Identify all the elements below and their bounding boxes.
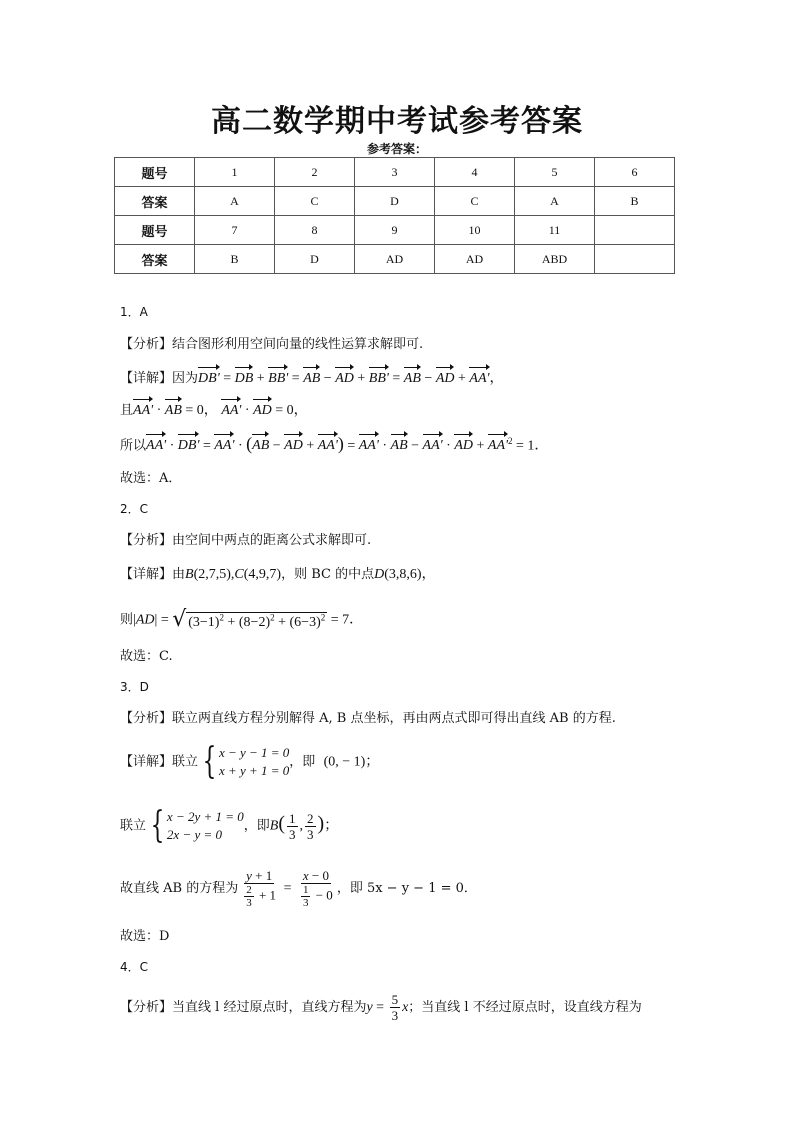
q1-detail-line1: 【详解】因为DB' = DB + BB' = AB − AD + BB' = AB − AD + AA'， bbox=[120, 366, 504, 388]
table-cell: 4 bbox=[435, 158, 515, 187]
answer-table bbox=[114, 157, 675, 274]
q3-analysis bbox=[120, 710, 616, 728]
table-cell: 8 bbox=[275, 216, 355, 245]
table-row bbox=[115, 187, 675, 216]
table-cell: D bbox=[275, 245, 355, 274]
analysis-text-1: 当直线 l 经过原点时，直线方程为 bbox=[172, 1000, 367, 1015]
q1-conclusion: 故选：A． bbox=[120, 471, 182, 486]
q2-detail-line1: 【详解】由B(2,7,5),C(4,9,7)，则 BC 的中点D(3,8,6)， bbox=[120, 567, 436, 582]
detail-tag: 【详解】 bbox=[120, 567, 173, 582]
and-text: 且 bbox=[120, 403, 134, 418]
answers-subtitle: 参考答案： bbox=[366, 142, 427, 156]
q2-number: 2．C bbox=[120, 502, 149, 516]
table-cell: B bbox=[595, 187, 675, 216]
table-cell: 3 bbox=[355, 158, 435, 187]
analysis-tag: 【分析】 bbox=[120, 1000, 173, 1015]
table-cell: 1 bbox=[195, 158, 275, 187]
table-cell: 9 bbox=[355, 216, 435, 245]
q1-detail-line3: 所以AA' · DB' = AA' · (AB − AD + AA') = AA' · AB − AA' · AD + $AA'^2 = 1$． bbox=[120, 433, 549, 454]
table-cell: C bbox=[275, 187, 355, 216]
table-row bbox=[115, 158, 675, 187]
table-cell: A bbox=[515, 187, 595, 216]
table-cell: AD bbox=[355, 245, 435, 274]
row-label-number: 题号 bbox=[115, 158, 195, 187]
q1-detail-line2: 且AA' · AB = 0， AA' · AD = 0， bbox=[120, 398, 308, 420]
table-cell: 2 bbox=[275, 158, 355, 187]
table-cell: 10 bbox=[435, 216, 515, 245]
point-a: (0, − 1)； bbox=[323, 754, 380, 770]
row-label-answer: 答案 bbox=[115, 187, 195, 216]
midpoint-text: ，则 BC 的中点 bbox=[281, 567, 375, 582]
line-text: 故直线 AB 的方程为 bbox=[120, 881, 239, 896]
page-title: 高二数学期中考试参考答案 bbox=[211, 104, 583, 139]
q3-detail-line1: 【详解】联立 { x − y − 1 = 0 x + y + 1 = 0 ，即 (0, − 1)； bbox=[120, 741, 380, 782]
table-cell bbox=[595, 245, 675, 274]
analysis-tag: 【分析】 bbox=[120, 533, 173, 548]
given-text: 由 bbox=[172, 567, 186, 582]
table-cell: 5 bbox=[515, 158, 595, 187]
analysis-text: 联立两直线方程分别解得 A, B 点坐标，再由两点式即可得出直线 AB 的方程. bbox=[172, 711, 616, 726]
row-label-number: 题号 bbox=[115, 216, 195, 245]
table-cell: 6 bbox=[595, 158, 675, 187]
table-row bbox=[115, 216, 675, 245]
analysis-text: 结合图形利用空间向量的线性运算求解即可. bbox=[172, 337, 424, 352]
table-cell: B bbox=[195, 245, 275, 274]
table-cell: A bbox=[195, 187, 275, 216]
row-label-answer: 答案 bbox=[115, 245, 195, 274]
q3-detail-line2: 联立 { x − 2y + 1 = 0 2x − y = 0 ，即B( $\frac{1}{3}$ , $\frac{2}{3}$ )； bbox=[120, 805, 339, 846]
q2-analysis bbox=[120, 532, 371, 550]
table-cell bbox=[595, 216, 675, 245]
because-text: 因为 bbox=[172, 371, 199, 386]
then-text: 则 bbox=[120, 612, 134, 628]
q1-number: 1．A bbox=[120, 305, 148, 319]
result-text: ，即 5x − y − 1 = 0． bbox=[336, 881, 477, 896]
ji-b-text: ，即 bbox=[243, 818, 270, 834]
analysis-tag: 【分析】 bbox=[120, 337, 173, 352]
lianli-text: 联立 bbox=[172, 754, 199, 770]
table-cell: C bbox=[435, 187, 515, 216]
q3-number: 3．D bbox=[120, 680, 149, 694]
q1-analysis bbox=[120, 336, 423, 354]
q4-number: 4．C bbox=[120, 960, 149, 974]
detail-tag: 【详解】 bbox=[120, 371, 173, 386]
table-row bbox=[115, 245, 675, 274]
table-cell: AD bbox=[435, 245, 515, 274]
ji-text: ，即 bbox=[289, 754, 316, 770]
lianli-text: 联立 bbox=[120, 818, 147, 834]
so-text: 所以 bbox=[120, 438, 147, 454]
table-cell: ABD bbox=[515, 245, 595, 274]
detail-tag: 【详解】 bbox=[120, 754, 173, 770]
table-cell: D bbox=[355, 187, 435, 216]
q2-conclusion: 故选：C. bbox=[120, 649, 173, 664]
analysis-text: 由空间中两点的距离公式求解即可. bbox=[172, 533, 372, 548]
q3-conclusion: 故选：D bbox=[120, 929, 170, 944]
q2-detail-line2: 则|AD| = √ $(3-1)^2 + (8-2)^2 + (6-3)^2 = 7$． bbox=[120, 606, 364, 632]
q3-detail-line3: 故直线 AB 的方程为 y + 1 $\frac{2}{3}$ + 1 = x − 0 $\frac{1}{3}$ − 0 ，即 5x − y − 1 = 0． bbox=[120, 868, 477, 909]
table-cell: 7 bbox=[195, 216, 275, 245]
analysis-tag: 【分析】 bbox=[120, 711, 173, 726]
analysis-text-2: ；当直线 l 不经过原点时，设直线方程为 bbox=[408, 1000, 642, 1015]
table-cell: 11 bbox=[515, 216, 595, 245]
q4-analysis: 【分析】当直线 l 经过原点时，直线方程为y = $\frac{5}{3}$ x；当直线 l 不经过原点时，设直线方程为 bbox=[120, 992, 642, 1023]
